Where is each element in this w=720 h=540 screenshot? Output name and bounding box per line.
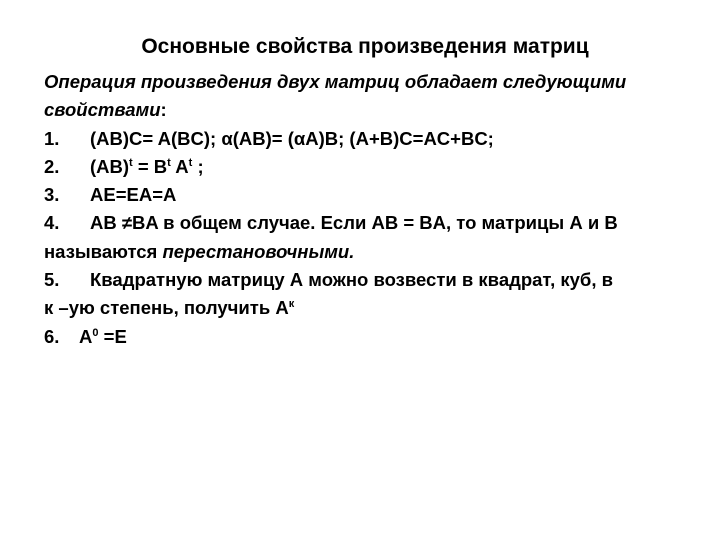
intro-line-1 — [44, 68, 694, 96]
item-text: =E — [98, 325, 127, 347]
item-text: A — [170, 155, 189, 177]
item-text: AE=EA=A — [90, 184, 177, 206]
superscript: t — [188, 156, 193, 169]
item-number: 5. — [44, 269, 60, 291]
item-text: AB ≠BA в общем случае. Если AB = BA, то матрицы А и В — [90, 212, 618, 234]
list-item-1 — [44, 125, 694, 153]
item-text-italic: перестановочными — [162, 240, 350, 262]
item-text: (AB) — [90, 155, 130, 177]
superscript: t — [129, 156, 133, 169]
item-text: Квадратную матрицу А можно возвести в квадрат, куб, в — [90, 269, 614, 291]
item-text: A — [79, 325, 93, 347]
intro-text-part-1: Операция произведения двух матриц обладает следующими — [44, 71, 627, 92]
list-item-2 — [44, 153, 694, 181]
intro-text-part-2: свойствами — [44, 99, 161, 121]
item-text: (AB)C= A(BC); α(AB)= (αA)B; (A+B)C=AC+BC; — [90, 127, 494, 149]
item-text: = B — [132, 155, 168, 177]
list-item-3 — [44, 181, 694, 209]
superscript: 0 — [92, 326, 99, 339]
item-number: 2. — [44, 155, 60, 177]
intro-colon: : — [160, 99, 167, 121]
superscript: к — [288, 298, 295, 311]
slide-title: Основные свойства произведения матриц — [141, 35, 589, 58]
item-number: 4. — [44, 212, 60, 234]
list-item-4-continuation — [44, 238, 694, 266]
list-item-5 — [44, 266, 694, 294]
intro-line-2 — [44, 96, 694, 124]
item-text: называются — [44, 240, 163, 262]
list-item-4 — [44, 209, 694, 237]
item-number: 3. — [44, 184, 60, 206]
list-item-5-continuation — [44, 294, 694, 322]
list-item-6 — [44, 323, 694, 351]
item-number: 6. — [44, 325, 60, 347]
item-text: ; — [192, 155, 204, 177]
item-number: 1. — [44, 127, 60, 149]
slide-body — [44, 68, 694, 351]
item-text-period: . — [349, 240, 355, 262]
superscript: t — [167, 156, 171, 169]
item-text: к –ую степень, получить А — [44, 297, 289, 319]
